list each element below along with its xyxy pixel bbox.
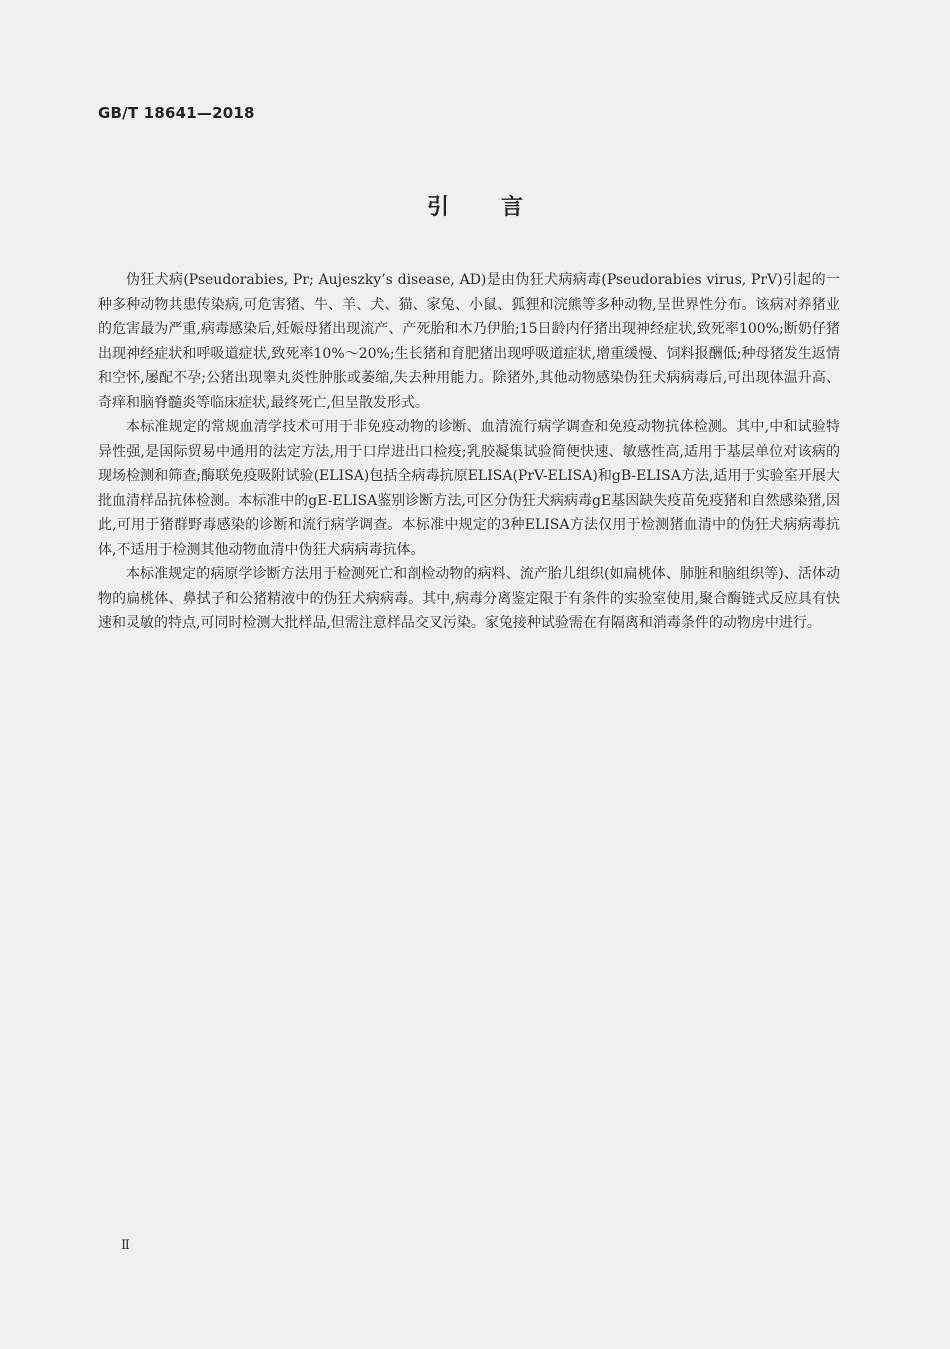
page-title: 引言 (426, 195, 575, 220)
paragraph-1: 伪狂犬病(Pseudorabies, Pr; Aujeszky’s disease, AD)是由伪狂犬病病毒(Pseudorabies virus, PrV)引起的一种多种动物共患传染病,可危害猪、牛、羊、犬、猫、家兔、小鼠、狐狸和浣熊等多种动物,呈世界性分布。该病对养猪业的危害最为严重,病毒感染后,妊娠母猪出现流产、产死胎和木乃伊胎;15日龄内仔猪出现神经症状,致死率100%;断奶仔猪出现神经症状和呼吸道症状,致死率10%～20%;生长猪和育肥猪出现呼吸道症状,增重缓慢、饲料报酬低;种母猪发生返情和空怀,屡配不孕;公猪出现睾丸炎性肿胀或萎缩,失去种用能力。除猪外,其他动物感染伪狂犬病病毒后,可出现体温升高、奇痒和脑脊髓炎等临床症状,最终死亡,但呈散发形式。 (98, 272, 840, 411)
paragraph-3: 本标准规定的病原学诊断方法用于检测死亡和剖检动物的病料、流产胎儿组织(如扁桃体、肺脏和脑组织等)、活体动物的扁桃体、鼻拭子和公猪精液中的伪狂犬病病毒。其中,病毒分离鉴定限于有条件的实验室使用,聚合酶链式反应具有快速和灵敏的特点,可同时检测大批样品,但需注意样品交叉污染。家兔接种试验需在有隔离和消毒条件的动物房中进行。 (98, 566, 840, 631)
standard-code: GB/T 18641—2018 (98, 104, 255, 122)
paragraph-2: 本标准规定的常规血清学技术可用于非免疫动物的诊断、血清流行病学调查和免疫动物抗体检测。其中,中和试验特异性强,是国际贸易中通用的法定方法,用于口岸进出口检疫;乳胶凝集试验简便快速、敏感性高,适用于基层单位对该病的现场检测和筛查;酶联免疫吸附试验(ELISA)包括全病毒抗原ELISA(PrV-ELISA)和gB-ELISA方法,适用于实验室开展大批血清样品抗体检测。本标准中的gE-ELISA鉴别诊断方法,可区分伪狂犬病病毒gE基因缺失疫苗免疫猪和自然感染猪,因此,可用于猪群野毒感染的诊断和流行病学调查。本标准中规定的3种ELISA方法仅用于检测猪血清中的伪狂犬病病毒抗体,不适用于检测其他动物血清中伪狂犬病病毒抗体。 (98, 419, 840, 558)
body-text (98, 268, 840, 636)
page-number: Ⅱ (121, 1238, 130, 1253)
